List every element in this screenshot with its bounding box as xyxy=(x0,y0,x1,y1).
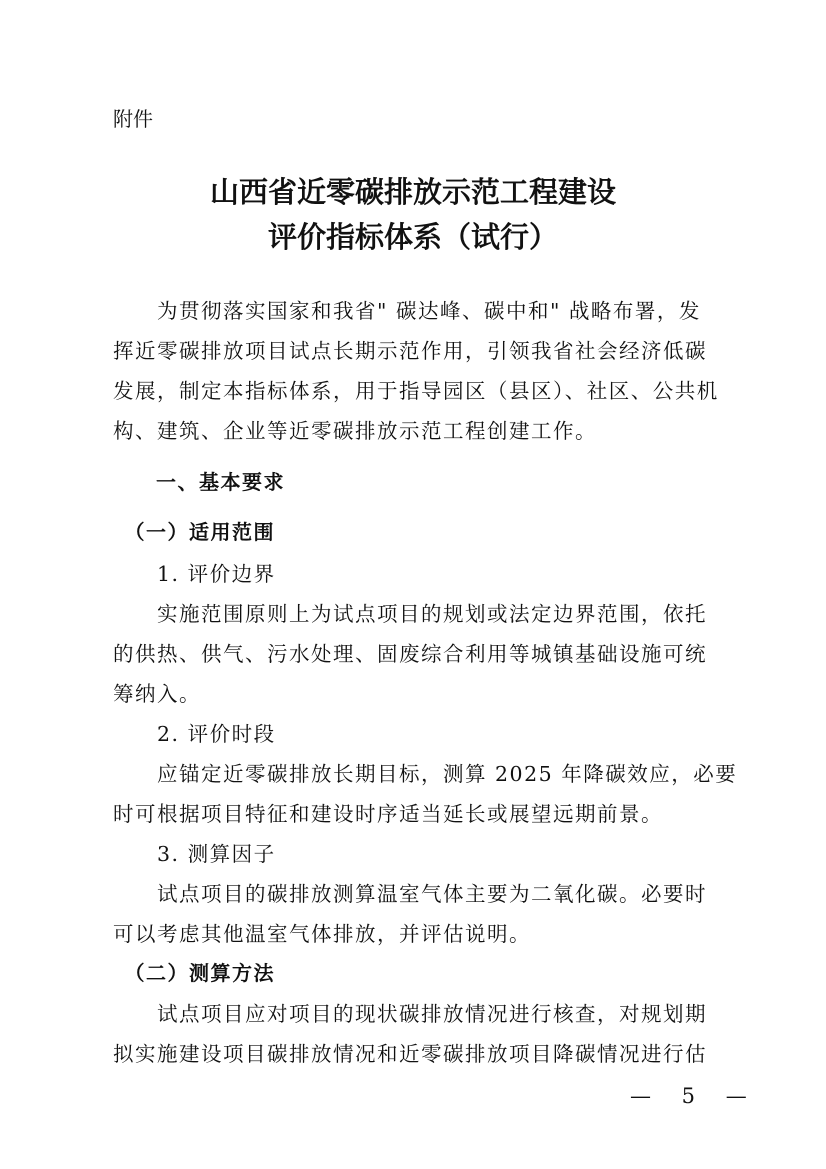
body-line: 可以考虑其他温室气体排放，并评估说明。 xyxy=(113,922,531,946)
document-title-line-2: 评价指标体系（试行） xyxy=(267,220,558,254)
body-line: 试点项目应对项目的现状碳排放情况进行核查，对规划期 xyxy=(113,1002,707,1026)
body-line: 拟实施建设项目碳排放情况和近零碳排放项目降碳情况进行估 xyxy=(113,1042,707,1066)
body-line: 实施范围原则上为试点项目的规划或法定边界范围，依托 xyxy=(113,602,707,626)
subsection-heading-2: （二）测算方法 xyxy=(113,961,275,985)
page-number: — 5 — xyxy=(630,1084,759,1108)
body-line: 筹纳入。 xyxy=(113,682,201,706)
body-line: 挥近零碳排放项目试点长期示范作用，引领我省社会经济低碳 xyxy=(113,339,707,363)
body-line: 时可根据项目特征和建设时序适当延长或展望远期前景。 xyxy=(113,802,663,826)
body-line: 发展，制定本指标体系，用于指导园区（县区）、社区、公共机 xyxy=(113,379,719,403)
attachment-label: 附件 xyxy=(113,107,153,131)
document-title-line-1: 山西省近零碳排放示范工程建设 xyxy=(209,175,616,209)
item-heading-1: 1. 评价边界 xyxy=(113,562,276,586)
body-line: 为贯彻落实国家和我省" 碳达峰、碳中和" 战略布署，发 xyxy=(113,299,701,323)
body-line: 构、建筑、企业等近零碳排放示范工程创建工作。 xyxy=(113,419,597,443)
body-line: 试点项目的碳排放测算温室气体主要为二氧化碳。必要时 xyxy=(113,882,707,906)
body-line: 的供热、供气、污水处理、固废综合利用等城镇基础设施可统 xyxy=(113,642,707,666)
subsection-heading-1: （一）适用范围 xyxy=(113,520,275,544)
body-line: 应锚定近零碳排放长期目标，测算 2025 年降碳效应，必要 xyxy=(113,762,738,786)
section-heading-1: 一、基本要求 xyxy=(113,470,285,494)
item-heading-2: 2. 评价时段 xyxy=(113,722,276,746)
item-heading-3: 3. 测算因子 xyxy=(113,842,276,866)
